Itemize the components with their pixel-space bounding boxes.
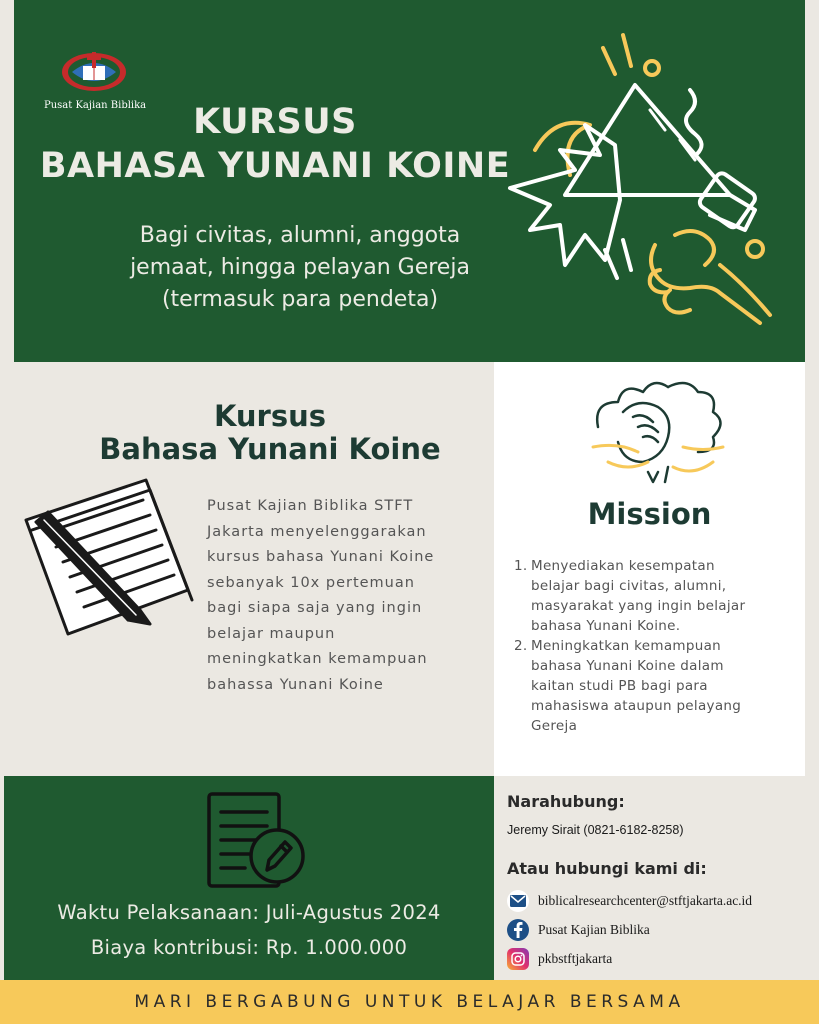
subtitle-line3: (termasuk para pendeta): [161, 287, 439, 312]
mission-item-line: mahasiswa ataupun pelayang: [531, 698, 742, 714]
schedule-info: [4, 895, 494, 965]
course-description-line: sebanyak 10x pertemuan: [207, 574, 415, 591]
footer-cta: MARI BERGABUNG UNTUK BELAJAR BERSAMA: [134, 992, 685, 1012]
mission-list: [514, 556, 794, 736]
contact-alt-heading: Atau hubungi kami di:: [507, 859, 707, 878]
subtitle-line1: Bagi civitas, alumni, anggota: [139, 223, 461, 248]
course-description-line: belajar maupun: [207, 625, 336, 642]
course-description-line: Jakarta menyelenggarakan: [207, 523, 427, 540]
contact-instagram[interactable]: [507, 948, 612, 970]
contact-facebook-text[interactable]: Pusat Kajian Biblika: [538, 922, 650, 937]
footer-banner: [0, 980, 819, 1024]
handshake-icon: [588, 372, 728, 492]
notebook-pen-icon: [18, 472, 196, 642]
subtitle-line2: jemaat, hingga pelayan Gereja: [130, 255, 470, 280]
mission-item-number: 1.: [514, 558, 528, 574]
logo-emblem-icon: [58, 48, 130, 94]
contact-facebook[interactable]: [507, 919, 650, 941]
mission-item-line: kaitan studi PB bagi para: [531, 678, 708, 694]
mission-item-text: [531, 636, 741, 736]
mission-item-line: bahasa Yunani Koine.: [531, 618, 681, 634]
mission-title: Mission: [587, 497, 712, 531]
course-title-line2: Bahasa Yunani Koine: [99, 432, 441, 466]
mission-item: [514, 636, 794, 736]
course-description-line: Pusat Kajian Biblika STFT: [207, 498, 414, 514]
instagram-icon: [507, 948, 529, 970]
mission-item-line: Meningkatkan kemampuan: [531, 638, 722, 654]
megaphone-icon: [505, 30, 790, 345]
course-title: [40, 400, 500, 466]
contact-email[interactable]: [507, 890, 752, 912]
course-title-line1: Kursus: [213, 399, 327, 433]
email-icon: [507, 890, 529, 912]
course-description-line: bahassa Yunani Koine: [207, 676, 384, 693]
contact-instagram-text[interactable]: pkbstftjakarta: [538, 951, 613, 966]
contact-heading: Narahubung:: [507, 792, 625, 811]
mission-item-line: Gereja: [531, 718, 578, 734]
mission-item-line: bahasa Yunani Koine dalam: [531, 658, 724, 674]
course-description-line: kursus bahasa Yunani Koine: [207, 549, 435, 565]
mission-item-line: Menyediakan kesempatan: [531, 558, 715, 574]
main-title-line2: BAHASA YUNANI KOINE: [39, 146, 511, 186]
logo-caption: Pusat Kajian Biblika: [44, 100, 147, 111]
course-description: [207, 494, 487, 698]
main-subtitle: [60, 220, 540, 316]
main-title-line1: KURSUS: [193, 102, 357, 142]
course-description-line: meningkatkan kemampuan: [207, 651, 428, 667]
schedule-time: Waktu Pelaksanaan: Juli-Agustus 2024: [57, 901, 441, 924]
mission-item-text: [531, 556, 745, 636]
schedule-fee: Biaya kontribusi: Rp. 1.000.000: [90, 936, 408, 959]
contact-person: Jeremy Sirait (0821-6182-8258): [507, 823, 684, 837]
document-pencil-icon: [205, 790, 309, 890]
mission-item-number: 2.: [514, 638, 528, 654]
mission-item: [514, 556, 794, 636]
mission-item-line: belajar bagi civitas, alumni,: [531, 578, 727, 594]
main-title: [30, 100, 520, 188]
mission-item-line: masyarakat yang ingin belajar: [531, 598, 746, 614]
course-description-line: bagi siapa saja yang ingin: [207, 600, 423, 616]
contact-email-text[interactable]: biblicalresearchcenter@stftjakarta.ac.id: [538, 893, 753, 908]
facebook-icon: [507, 919, 529, 941]
